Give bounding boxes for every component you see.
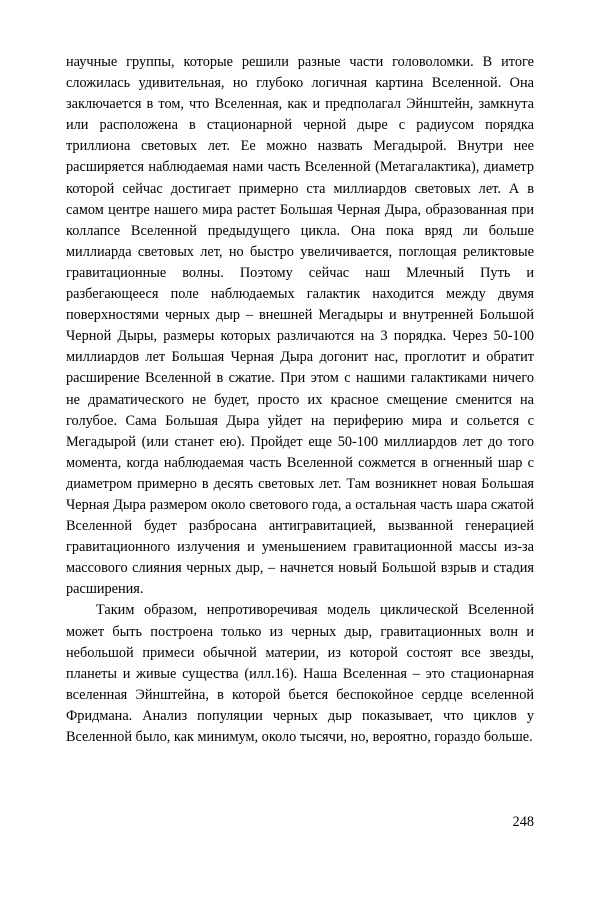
page-number: 248	[512, 814, 534, 830]
paragraph: научные группы, которые решили разные части головоломки. В итоге сложилась удивительная, но глубоко логичная картина Вселенной. Она заключается в том, что Вселенная, как и предполагал Эйнштейн, замкнута или расположена в стационарной черной дыре с радиусом порядка триллиона световых лет. Ее можно назвать Мегадырой. Внутри нее расширяется наблюдаемая нами часть Вселенной (Метагалактика), диаметр которой сейчас достигает примерно ста миллиардов световых лет. А в самом центре нашего мира растет Большая Черная Дыра, образованная при коллапсе Вселенной предыдущего цикла. Она пока вряд ли больше миллиарда световых лет, но быстро увеличивается, поглощая реликтовые гравитационные волны. Поэтому сейчас наш Млечный Путь и разбегающееся поле наблюдаемых галактик находится между двумя поверхностями черных дыр – внешней Мегадыры и внутренней Большой Черной Дыры, размеры которых различаются на 3 порядка. Через 50-100 миллиардов лет Большая Черная Дыра догонит нас, проглотит и обратит расширение Вселенной в сжатие. При этом с нашими галактиками ничего не драматического не будет, просто их красное смещение сменится на голубое. Сама Большая Дыра уйдет на периферию мира и сольется с Мегадырой (или станет ею). Пройдет еще 50-100 миллиардов лет до того момента, когда наблюдаемая часть Вселенной сожмется в огненный шар с диаметром примерно в десять световых лет. Там возникнет новая Большая Черная Дыра размером около светового года, а остальная часть шара сжатой Вселенной будет разбросана антигравитацией, вызванной генерацией гравитационного излучения и уменьшением гравитационной массы из-за массового слияния черных дыр, – начнется новый Большой взрыв и стадия расширения.	[66, 54, 534, 598]
paragraph: Таким образом, непротиворечивая модель циклической Вселенной может быть построена только из черных дыр, гравитационных волн и небольшой примеси обычной материи, из которой состоят все звезды, планеты и живые существа (илл.16). Наша Вселенная – это стационарная вселенная Эйнштейна, в которой бьется беспокойное сердце вселенной Фридмана. Анализ популяции черных дыр показывает, что циклов у Вселенной было, как минимум, около тысячи, но, вероятно, гораздо больше.	[66, 602, 534, 745]
page-body	[66, 52, 534, 748]
